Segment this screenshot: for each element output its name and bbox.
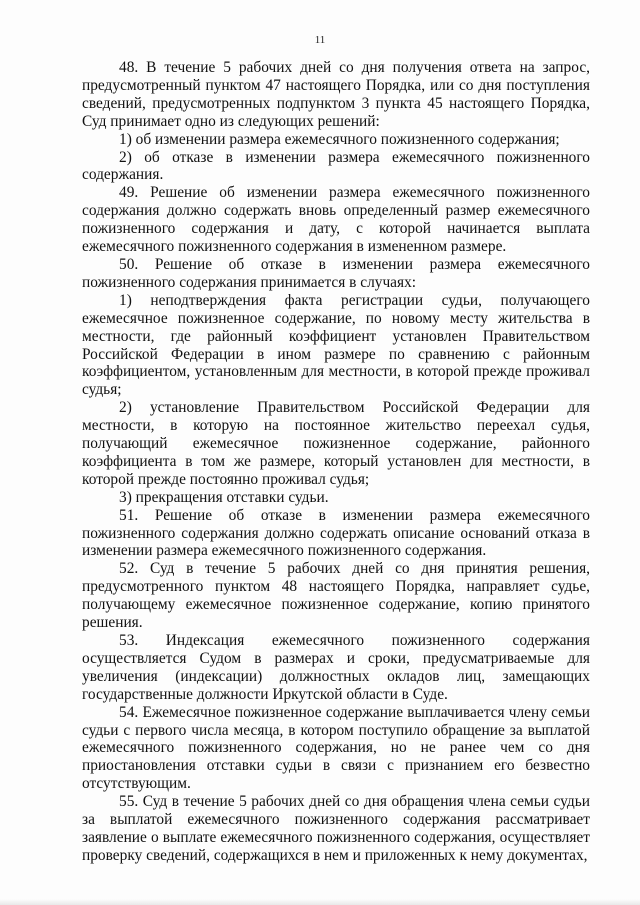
- paragraph-48-item-1: 1) об изменении размера ежемесячного пожизненного содержания;: [119, 130, 560, 148]
- paragraph-48-item-2: 2) об отказе в изменении размера ежемесячного пожизненного содержания.: [82, 148, 590, 184]
- paragraph-50-item-3: 3) прекращения отставки судьи.: [119, 488, 329, 506]
- paragraph-51: 51. Решение об отказе в изменении размера ежемесячного пожизненного содержания должно содержать описание оснований отказа в изменении размера ежемесячного пожизненного содержания.: [82, 506, 590, 560]
- page-bottom-edge: [0, 899, 640, 905]
- document-body: [82, 59, 590, 865]
- paragraph-48: 48. В течение 5 рабочих дней со дня получения ответа на запрос, предусмотренный пунктом 47 настоящего Порядка, или со дня поступления сведений, предусмотренных подпунктом 3 пункта 45 настоящего Порядка, Суд принимает одно из следующих решений:: [82, 59, 590, 130]
- paragraph-53: 53. Индексация ежемесячного пожизненного содержания осуществляется Судом в размерах и сроки, предусматриваемые для увеличения (индексации) должностных окладов лиц, замещающих государственные должности Иркутской области в Суде.: [82, 632, 590, 703]
- paragraph-50-item-2: 2) установление Правительством Российской Федерации для местности, в которую на постоянное жительство переехал судья, получающий ежемесячное пожизненное содержание, районного коэффициента в том же размере, который установлен для местности, в которой прежде постоянно проживал судья;: [82, 399, 590, 488]
- paragraph-52: 52. Суд в течение 5 рабочих дней со дня принятия решения, предусмотренного пунктом 48 настоящего Порядка, направляет судье, получающему ежемесячное пожизненное содержание, копию принятого решения.: [82, 560, 590, 632]
- paragraph-49: 49. Решение об изменении размера ежемесячного пожизненного содержания должно содержать вновь определенный размер ежемесячного пожизненного содержания и дату, с которой начинается выплата ежемесячного пожизненного содержания в измененном размере.: [82, 184, 590, 256]
- paragraph-50-item-1: 1) неподтверждения факта регистрации судьи, получающего ежемесячное пожизненное содержание, по новому месту жительства в местности, где районный коэффициент установлен Правительством Российской Федерации в ином размере по сравнению с районным коэффициентом, установленным для местности, в которой прежде проживал судья;: [82, 291, 590, 399]
- paragraph-55: 55. Суд в течение 5 рабочих дней со дня обращения члена семьи судьи за выплатой ежемесячного пожизненного содержания рассматривает заявление о выплате ежемесячного пожизненного содержания, осуществляет проверку сведений, содержащихся в нем и приложенных к нему документах,: [82, 793, 590, 864]
- page-number: 11: [314, 34, 326, 46]
- paragraph-54: 54. Ежемесячное пожизненное содержание выплачивается члену семьи судьи с первого числа месяца, в котором поступило обращение за выплатой ежемесячного пожизненного содержания, но не ранее чем со дня приостановления отставки судьи в связи с признанием его безвестно отсутствующим.: [82, 703, 590, 793]
- paragraph-50: 50. Решение об отказе в изменении размера ежемесячного пожизненного содержания принимается в случаях:: [82, 255, 590, 291]
